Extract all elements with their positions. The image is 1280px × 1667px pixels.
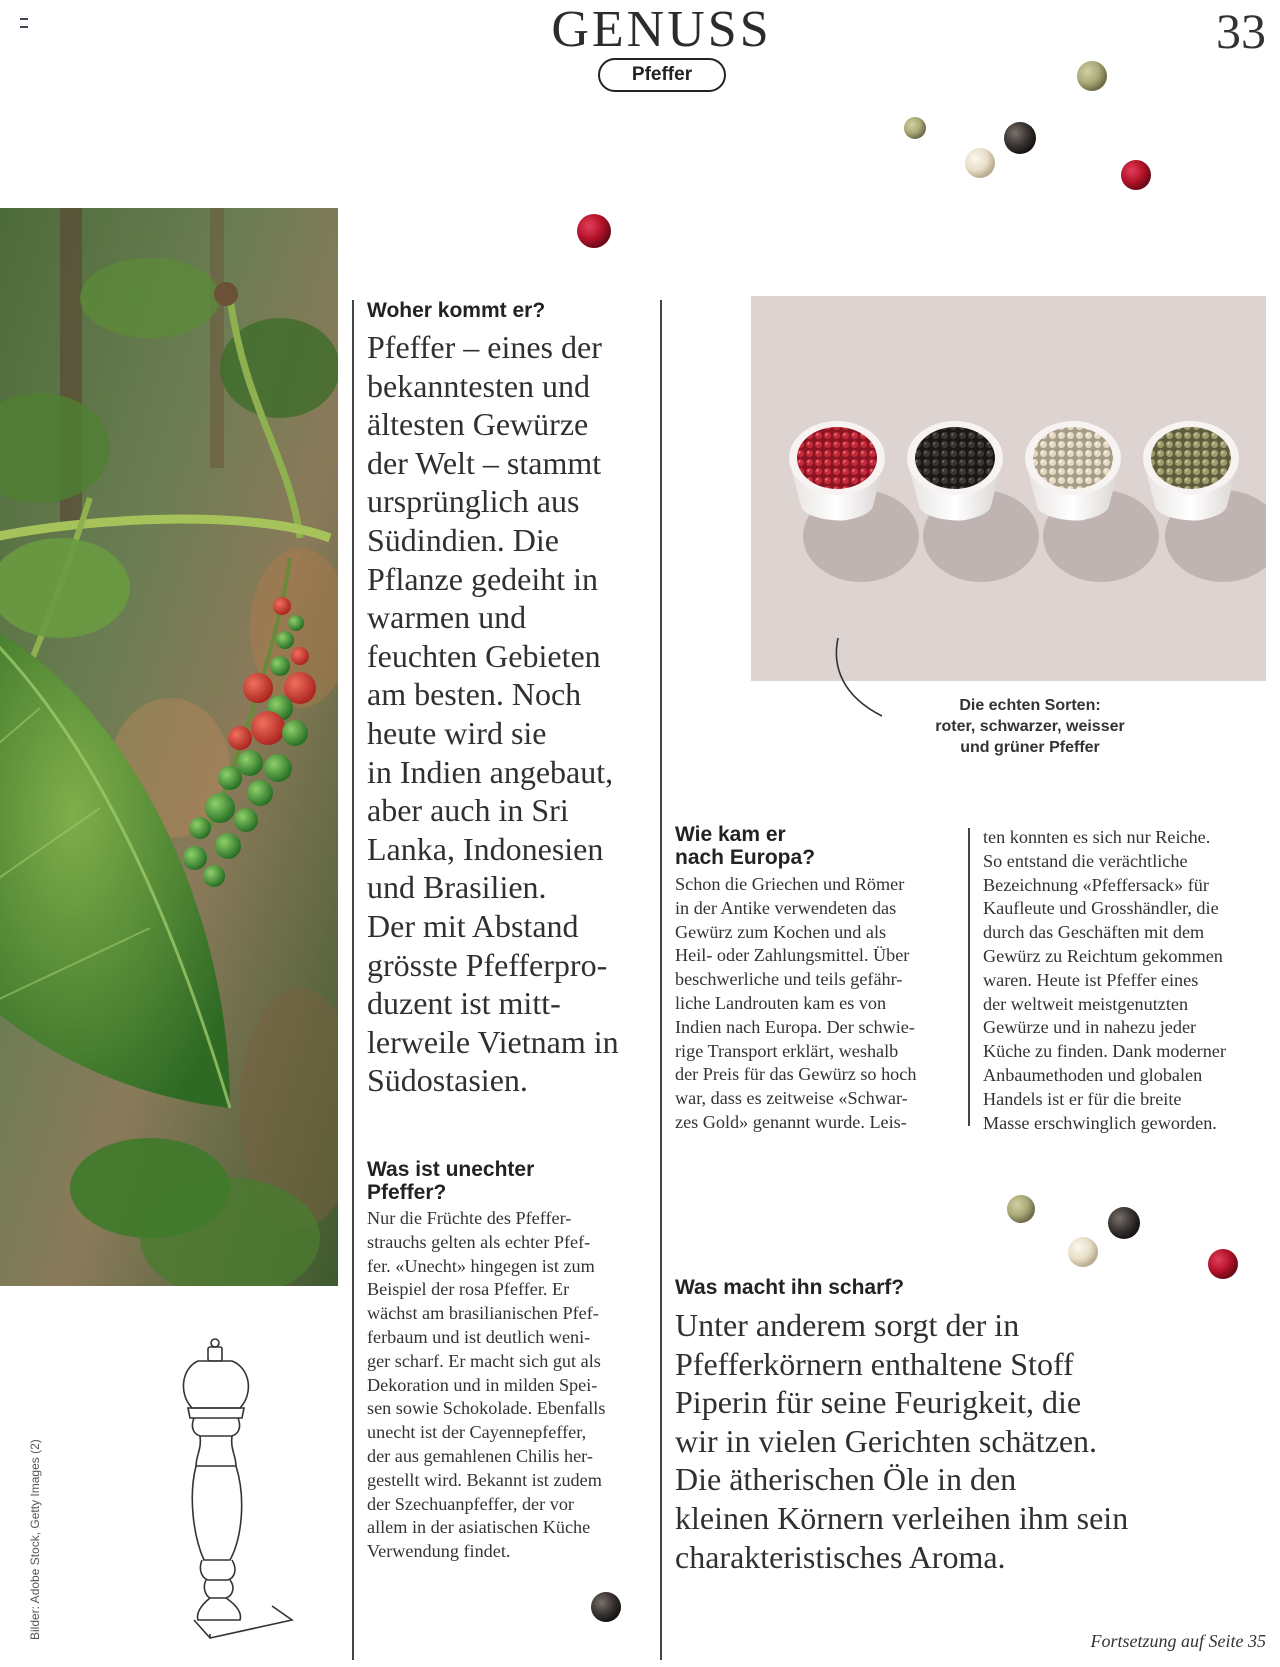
black-peppercorn-icon bbox=[1004, 122, 1036, 154]
green-peppercorn-icon bbox=[1077, 61, 1107, 91]
column-rule bbox=[352, 300, 354, 1660]
red-peppercorn-icon bbox=[577, 214, 611, 248]
red-peppercorn-icon bbox=[1208, 1249, 1238, 1279]
white-peppercorn-icon bbox=[1068, 1237, 1098, 1267]
bowl-red bbox=[789, 421, 885, 520]
red-peppercorn-icon bbox=[1121, 160, 1151, 190]
black-peppercorn-icon bbox=[591, 1592, 621, 1622]
topic-pill: Pfeffer bbox=[598, 58, 726, 92]
page-number: 33 bbox=[1216, 3, 1266, 59]
white-peppercorn-icon bbox=[965, 148, 995, 178]
section-heading-europa: Wie kam er nach Europa? bbox=[675, 823, 816, 869]
unechter-body-text: Nur die Früchte des Pfeffer- strauchs gelten als echter Pfef- fer. «Unecht» hingegen ist zum Beispiel der rosa Pfeffer. Er wächst am brasilianischen Pfef- ferbaum und ist deutlich weni- ger scharf. Er macht sich gut als Dekoration und in milden Spei- sen sowie Schokolade. Ebenfalls unecht ist der Cayennepfeffer, der aus gemahlenen Chilis her- gestellt wird. Bekannt ist zudem der Szechuanpfeffer, der vor allem in der asiatischen Küche Verwendung findet. bbox=[367, 1208, 606, 1562]
photo-caption: Die echten Sorten: roter, schwarzer, weisser und grüner Pfeffer bbox=[935, 697, 1125, 756]
pepper-plant-photo bbox=[0, 208, 338, 1286]
pepper-bowls-photo bbox=[751, 296, 1266, 681]
section-title: GENUSS bbox=[551, 1, 772, 58]
column-rule bbox=[660, 300, 662, 1660]
photo-credits: Bilder: Adobe Stock, Getty Images (2) bbox=[28, 1439, 42, 1640]
green-peppercorn-icon bbox=[1007, 1195, 1035, 1223]
bowl-black bbox=[907, 421, 1003, 520]
bowl-green bbox=[1143, 421, 1239, 520]
bowl-white bbox=[1025, 421, 1121, 520]
section-heading-scharf: Was macht ihn scharf? bbox=[675, 1276, 905, 1299]
section-heading-woher: Woher kommt er? bbox=[367, 299, 546, 322]
scharf-lead-text: Unter anderem sorgt der in Pfefferkörnern enthaltene Stoff Piperin für seine Feurigkeit, die wir in vielen Gerichten schätzen. Die ätherischen Öle in den kleinen Körnern verleihen ihm sein charakteristisches Aroma. bbox=[675, 1307, 1129, 1575]
green-peppercorn-icon bbox=[904, 117, 926, 139]
europa-body-col2: ten konnten es sich nur Reiche. So entstand die verächtliche Bezeichnung «Pfeffersack» für Kaufleute und Grosshändler, die durch das Geschäften mit dem Gewürz zu Reichtum gekommen waren. Heute ist Pfeffer eines der weltweit meistgenutzten Gewürze und in nahezu jeder Küche zu finden. Dank moderner Anbaumethoden und globalen Handels ist er für die breite Masse erschwinglich geworden. bbox=[983, 827, 1226, 1133]
europa-body-col1: Schon die Griechen und Römer in der Antike verwendeten das Gewürz zum Kochen und als Heil- oder Zahlungsmittel. Über beschwerliche und teils gefähr- liche Landrouten kam es von Indien nach Europa. Der schwie- rige Transport erklärt, weshalb der Preis für das Gewürz so hoch war, dass es zeitweise «Schwar- zes Gold» genannt wurde. Leis- bbox=[675, 874, 917, 1132]
black-peppercorn-icon bbox=[1108, 1207, 1140, 1239]
section-heading-unechter: Was ist unechter Pfeffer? bbox=[367, 1158, 535, 1204]
pepper-grinder-icon bbox=[180, 1338, 300, 1643]
woher-lead-text: Pfeffer – eines der bekanntesten und ältesten Gewürze der Welt – stammt ursprünglich aus Südindien. Die Pflanze gedeiht in warmen und feuchten Gebieten am besten. Noch heute wird sie in Indien angebaut, aber auch in Sri Lanka, Indonesien und Brasilien. Der mit Abstand grösste Pfefferpro- duzent ist mitt- lerweile Vietnam in Südostasien. bbox=[367, 329, 619, 1099]
continuation-note: Fortsetzung auf Seite 35 bbox=[1090, 1631, 1266, 1651]
column-rule bbox=[968, 828, 970, 1126]
